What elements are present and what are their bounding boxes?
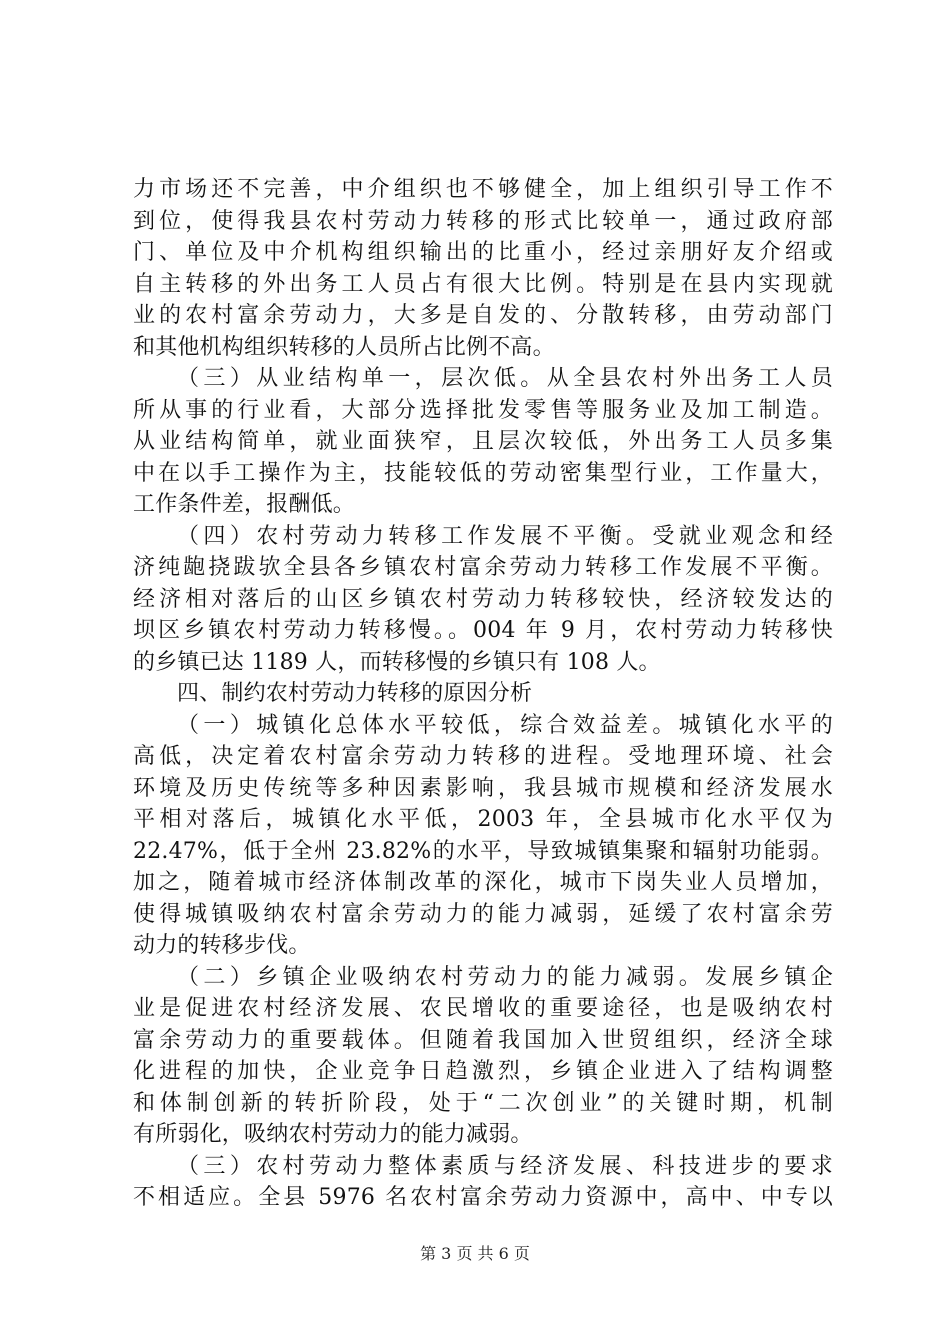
page-number-footer: 第 3 页 共 6 页	[420, 1244, 530, 1263]
text-line: 和体制创新的转折阶段，处于“二次创业”的关键时期，机制	[133, 1090, 833, 1116]
text-line: 到位，使得我县农村劳动力转移的形式比较单一，通过政府部	[133, 208, 833, 234]
text-line: 不相适应。全县 5976 名农村富余劳动力资源中，高中、中专以	[133, 1185, 833, 1210]
text-line: 22.47%，低于全州 23.82%的水平，导致城镇集聚和辐射功能弱。	[133, 838, 833, 864]
text-line: 平相对落后，城镇化水平低，2003 年，全县城市化水平仅为	[133, 807, 833, 832]
text-line: 所从事的行业看，大部分选择批发零售等服务业及加工制造。	[133, 397, 833, 423]
text-line: 门、单位及中介机构组织输出的比重小，经过亲朋好友介绍或	[133, 240, 833, 265]
text-line: 坝区乡镇农村劳动力转移慢。。004 年 9 月，农村劳动力转移快	[133, 618, 833, 643]
text-line: 业的农村富余劳动力，大多是自发的、分散转移，由劳动部门	[133, 303, 833, 328]
section-heading: 四、制约农村劳动力转移的原因分析	[177, 681, 533, 706]
text-line: 的乡镇已达 1189 人，而转移慢的乡镇只有 108 人。	[133, 649, 661, 675]
paragraph-start-line: （三）农村劳动力整体素质与经济发展、科技进步的要求	[177, 1153, 833, 1179]
text-line: 济纯龅挠跋欤全县各乡镇农村富余劳动力转移工作发展不平衡。	[133, 555, 833, 580]
text-line: 自主转移的外出务工人员占有很大比例。特别是在县内实现就	[133, 271, 833, 297]
paragraph-start-line: （四）农村劳动力转移工作发展不平衡。受就业观念和经	[177, 523, 833, 549]
document-body	[133, 174, 833, 1214]
text-line: 中在以手工操作为主，技能较低的劳动密集型行业，工作量大，	[133, 460, 833, 486]
text-line: 环境及历史传统等多种因素影响，我县城市规模和经济发展水	[133, 775, 833, 801]
text-line: 经济相对落后的山区乡镇农村劳动力转移较快，经济较发达的	[133, 586, 833, 612]
text-line: 从业结构简单，就业面狭窄，且层次较低，外出务工人员多集	[133, 429, 833, 454]
text-line: 和其他机构组织转移的人员所占比例不高。	[133, 334, 555, 360]
text-line: 力市场还不完善，中介组织也不够健全，加上组织引导工作不	[133, 177, 833, 202]
text-line: 业是促进农村经济发展、农民增收的重要途径，也是吸纳农村	[133, 996, 833, 1021]
text-line: 有所弱化，吸纳农村劳动力的能力减弱。	[133, 1122, 533, 1147]
text-line: 富余劳动力的重要载体。但随着我国加入世贸组织，经济全球	[133, 1027, 833, 1053]
text-line: 工作条件差，报酬低。	[133, 492, 356, 517]
paragraph-start-line: （一）城镇化总体水平较低，综合效益差。城镇化水平的	[177, 712, 833, 738]
text-line: 动力的转移步伐。	[133, 933, 311, 958]
paragraph-start-line: （二）乡镇企业吸纳农村劳动力的能力减弱。发展乡镇企	[177, 964, 833, 990]
text-line: 高低，决定着农村富余劳动力转移的进程。受地理环境、社会	[133, 744, 833, 769]
text-line: 化进程的加快，企业竞争日趋激烈，乡镇企业进入了结构调整	[133, 1059, 833, 1084]
text-line: 使得城镇吸纳农村富余劳动力的能力减弱，延缓了农村富余劳	[133, 901, 833, 927]
paragraph-start-line: （三）从业结构单一，层次低。从全县农村外出务工人员	[177, 366, 833, 391]
text-line: 加之，随着城市经济体制改革的深化，城市下岗失业人员增加，	[133, 870, 833, 895]
